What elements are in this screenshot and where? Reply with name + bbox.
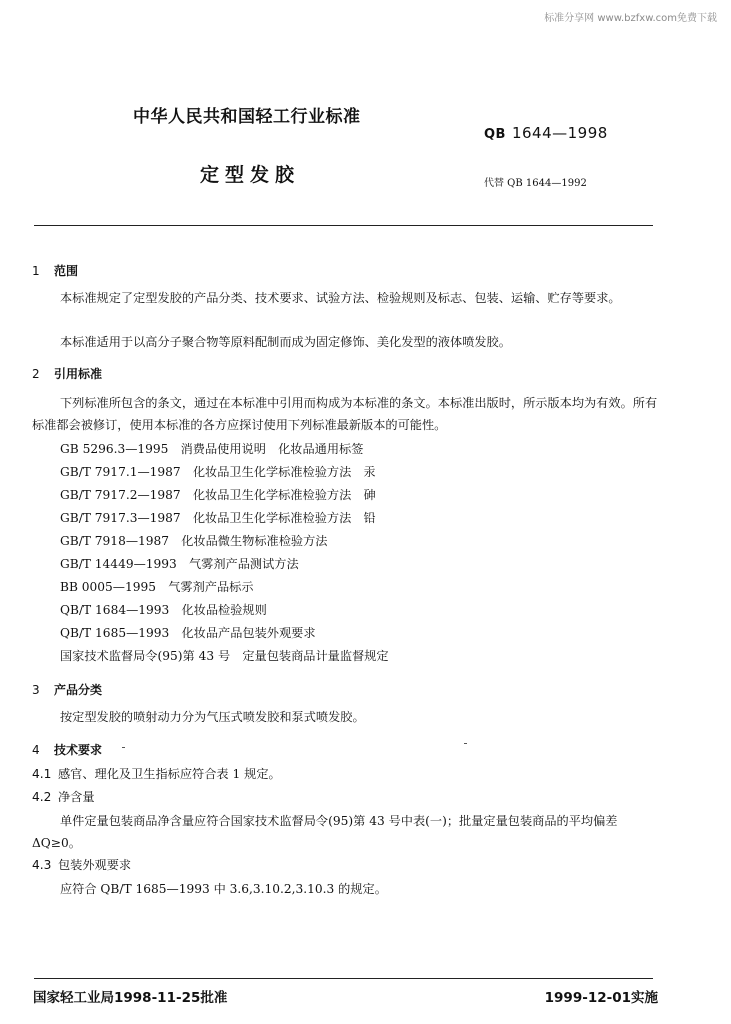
section-1-paragraph-2: 本标准适用于以高分子聚合物等原料配制而成为固定修饰、美化发型的液体喷发胶。 bbox=[60, 335, 511, 349]
document-title: 定型发胶 bbox=[200, 164, 301, 186]
reference-item: GB 5296.3—1995 消费品使用说明 化妆品通用标签 bbox=[60, 442, 364, 456]
section-2-title: 引用标准 bbox=[54, 367, 103, 381]
clause-4-3-text: 包装外观要求 bbox=[58, 858, 132, 872]
section-1-paragraph-1: 本标准规定了定型发胶的产品分类、技术要求、试验方法、检验规则及标志、包装、运输、贮存等要求。 bbox=[60, 291, 621, 305]
standard-code-number: 1644—1998 bbox=[511, 124, 608, 142]
header-rule bbox=[34, 225, 653, 226]
scan-speck bbox=[122, 747, 125, 748]
section-4-number: 4 bbox=[32, 743, 40, 757]
replaces-standard: 代替 QB 1644—1992 bbox=[484, 178, 587, 189]
footer-rule bbox=[34, 978, 653, 979]
reference-item: GB/T 7917.1—1987 化妆品卫生化学标准检验方法 汞 bbox=[60, 465, 376, 479]
section-1-title: 范围 bbox=[54, 264, 79, 278]
standard-code-prefix: QB bbox=[484, 127, 506, 142]
section-2-heading bbox=[32, 365, 102, 382]
reference-item: GB/T 7917.3—1987 化妆品卫生化学标准检验方法 铅 bbox=[60, 511, 376, 525]
section-3-paragraph: 按定型发胶的喷射动力分为气压式喷发胶和泵式喷发胶。 bbox=[60, 710, 365, 724]
section-4-title: 技术要求 bbox=[54, 743, 103, 757]
reference-item: GB/T 14449—1993 气雾剂产品测试方法 bbox=[60, 557, 299, 571]
section-3-title: 产品分类 bbox=[54, 683, 103, 697]
clause-4-3-paragraph: 应符合 QB/T 1685—1993 中 3.6,3.10.2,3.10.3 的规定。 bbox=[60, 882, 387, 896]
section-2-number: 2 bbox=[32, 367, 40, 381]
reference-item: QB/T 1685—1993 化妆品产品包装外观要求 bbox=[60, 626, 316, 640]
clause-4-2 bbox=[32, 788, 95, 805]
clause-4-3-number: 4.3 bbox=[32, 858, 52, 872]
reference-item: BB 0005—1995 气雾剂产品标示 bbox=[60, 580, 254, 594]
clause-4-2-text: 净含量 bbox=[58, 790, 95, 804]
reference-item: GB/T 7917.2—1987 化妆品卫生化学标准检验方法 砷 bbox=[60, 488, 376, 502]
clause-4-3 bbox=[32, 856, 131, 873]
clause-4-1-text: 感官、理化及卫生指标应符合表 1 规定。 bbox=[58, 767, 281, 781]
scan-speck bbox=[464, 743, 467, 744]
section-4-heading bbox=[32, 741, 102, 758]
section-1-heading bbox=[32, 262, 78, 279]
clause-4-1-number: 4.1 bbox=[32, 767, 52, 781]
standard-organization: 中华人民共和国轻工行业标准 bbox=[133, 107, 361, 127]
effective-date: 1999-12-01实施 bbox=[544, 990, 658, 1006]
clause-4-1 bbox=[32, 765, 281, 782]
clause-4-2-number: 4.2 bbox=[32, 790, 52, 804]
watermark: 标准分享网 www.bzfxw.com免费下载 bbox=[544, 13, 717, 24]
section-3-number: 3 bbox=[32, 683, 40, 697]
reference-item: QB/T 1684—1993 化妆品检验规则 bbox=[60, 603, 267, 617]
section-3-heading bbox=[32, 681, 102, 698]
approval-info: 国家轻工业局1998-11-25批准 bbox=[33, 990, 228, 1006]
section-2-paragraph-1: 下列标准所包含的条文，通过在本标准中引用而构成为本标准的条文。本标准出版时，所示版本均为有效。所有标准都会被修订，使用本标准的各方应探讨使用下列标准最新版本的可能性。 bbox=[32, 396, 658, 432]
reference-item: 国家技术监督局令(95)第 43 号 定量包装商品计量监督规定 bbox=[60, 649, 389, 663]
reference-item: GB/T 7918—1987 化妆品微生物标准检验方法 bbox=[60, 534, 328, 548]
standard-code bbox=[484, 124, 608, 142]
section-1-number: 1 bbox=[32, 264, 40, 278]
clause-4-2-paragraph: 单件定量包装商品净含量应符合国家技术监督局令(95)第 43 号中表(一)；批量定量包装商品的平均偏差 ΔQ≥0。 bbox=[32, 814, 618, 850]
